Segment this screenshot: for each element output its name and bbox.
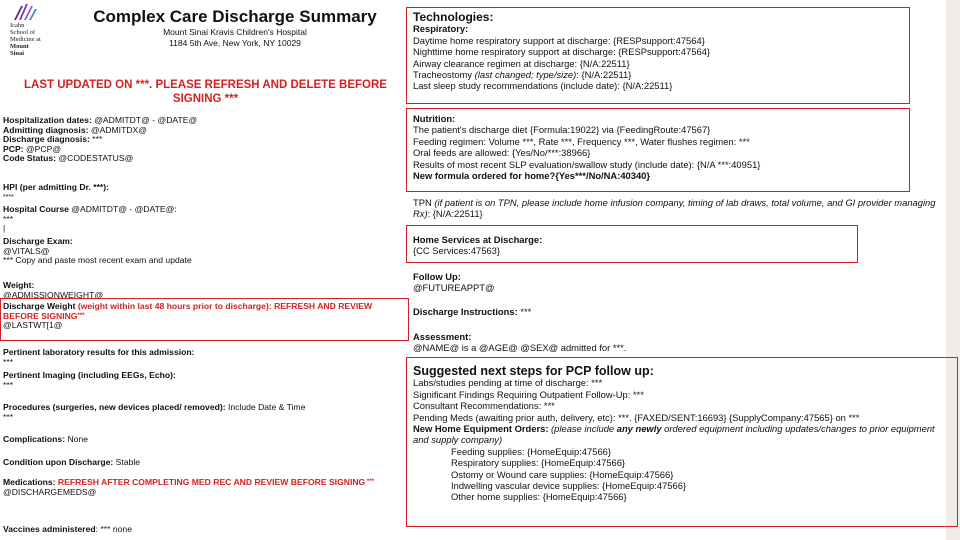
text-line: (weight within last 48 hours prior to discharge): REFRESH AND REVIEW BEFORE SIGNING [3,301,373,321]
text-line: Discharge Instructions: [413,306,518,317]
discharge-instructions-section [413,306,531,317]
text-line: None [65,434,89,444]
text-line: Sinai [10,50,25,57]
supply-item: Respiratory supplies: {HomeEquip:47566} [451,457,626,469]
refresh-warning: LAST UPDATED ON ***. PLEASE REFRESH AND DELETE BEFORE SIGNING *** [24,79,387,105]
text-line: (last changed; type/size) [474,69,577,81]
assessment-section [413,331,626,354]
text-line: any newly [616,423,662,435]
text-line: *** [89,134,103,145]
text-line [3,302,405,321]
supply-item: Other home supplies: {HomeEquip:47566} [451,491,627,503]
text-line: : {N/A:22511} [427,208,483,220]
labs-section [3,348,195,367]
text-line: Medicine at [10,36,41,43]
text-line: Oral feeds are allowed: {Yes/No/***:38966} [413,147,591,159]
text-line: Labs/studies pending at time of discharge: *** [413,377,603,389]
text-line: Tracheostomy [413,69,475,81]
nutrition-section [413,113,760,181]
text-line: *** [77,312,85,319]
text-line: Nutrition: [413,113,456,124]
text-line: Icahn [10,22,25,29]
text-line: Include Date & Time [225,402,306,412]
text-line: Weight: [3,280,35,290]
text-line: *** [3,411,14,422]
text-line: @PCP@ [23,143,62,154]
text-line: PCP: [3,143,24,154]
text-line: Respiratory: [413,23,469,35]
logo-icon [12,3,42,21]
text-line: *** Copy and paste most recent exam and update [3,255,192,266]
supply-item: Feeding supplies: {HomeEquip:47566} [451,445,612,457]
text-line: *** [517,306,532,317]
text-line: The patient's discharge diet {Formula:19022} via {FeedingRoute:47567} [413,124,711,136]
medications-section [3,478,403,497]
hpi-section [3,183,109,202]
text-line [413,69,710,80]
text-line: @NAME@ is a @AGE@ @SEX@ admitted for ***. [413,342,627,354]
code-status [3,154,197,164]
text-line: : *** none [95,524,132,534]
text-line: Discharge diagnosis: [3,134,90,145]
text-line: Daytime home respiratory support at discharge: {RESPsupport:47564} [413,34,705,46]
procedures-section [3,403,305,422]
hospital-info [70,27,400,49]
logo-text [10,22,41,57]
text-line: @ADMISSIONWEIGHT@ [3,289,104,300]
text-line [3,205,177,215]
text-line: Feeding regimen: Volume ***, Rate ***, Frequency ***, Water flushes regimen: *** [413,135,750,147]
text-line: Discharge Exam: [3,236,73,246]
text-line: Mount [10,43,29,50]
text-line: Complications: [3,434,66,444]
text-line: @ADMITDX@ [88,124,147,135]
text-line: New formula ordered for home?{Yes***/No/NA:40340} [413,170,651,182]
text-cursor: | [3,223,6,234]
supply-item: Indwelling vascular device supplies: {HomeEquip:47566} [451,480,687,492]
technologies-section [413,12,710,92]
text-line: Last sleep study recommendations (include date): {N/A:22511} [413,80,673,92]
text-line: ordered equipment including updates/changes to prior equipment and supply company) [413,423,935,446]
home-services-section [413,234,542,257]
text-line: Pending Meds (awaiting prior auth, delivery, etc): ***. {FAXED/SENT:16693} {SupplyCompany:47565} on *** [413,411,860,423]
text-line: REFRESH AFTER COMPLETING MED REC AND REVIEW BEFORE SIGNING [57,477,366,487]
text-line: @LASTWT[1@ [3,320,63,331]
page-title: Complex Care Discharge Summary [93,7,377,26]
text-line: Medications: [3,477,58,487]
supply-item: Ostomy or Wound care supplies: {HomeEquip:47566} [451,468,674,480]
text-line: Pertinent laboratory results for this admission: [3,347,195,357]
text-line: @DISCHARGEMEDS@ [3,486,97,497]
text-line: Significant Findings Requiring Outpatient Follow-Up: *** [413,388,644,400]
vaccines-section [3,525,132,535]
text-line: Assessment: [413,331,472,342]
hospital-course-section [3,205,177,234]
text-line: TPN [413,197,435,208]
text-line: *** [3,356,14,367]
text-line: @FUTUREAPPT@ [413,282,495,294]
text-line: Airway clearance regimen at discharge: {N/A:22511} [413,57,630,69]
complications-section [3,435,88,445]
text-line: **** [3,193,14,201]
icahn-school-logo [8,3,58,63]
condition-section [3,458,140,468]
text-line: @CODESTATUS@ [56,153,134,164]
text-line: Vaccines administered [3,524,96,534]
discharge-exam-section [3,237,192,266]
text-line: Procedures (surgeries, new devices placed/ removed): [3,402,226,412]
text-line: Condition upon Discharge: [3,457,114,467]
text-line: HPI (per admitting Dr. ***): [3,182,109,192]
text-line: (please include [548,423,617,435]
text-line: : {N/A:22511} [576,69,632,81]
text-line: New Home Equipment Orders: [413,423,549,435]
imaging-section [3,371,176,390]
text-line: {CC Services:47563} [413,245,501,257]
text-line: @ADMITDT@ - @DATE@ [91,115,198,125]
hospital-name: Mount Sinai Kravis Children's Hospital [163,27,307,37]
tpn-section [413,197,953,220]
text-line: Code Status: [3,153,56,164]
discharge-weight-section [3,302,405,331]
text-line: Admitting diagnosis: [3,124,89,135]
text-line: Nighttime home respiratory support at discharge: {RESPsupport:47564} [413,46,711,58]
text-line: Hospital Course [3,204,69,214]
text-line: @ADMITDT@ - @DATE@: [68,204,177,214]
text-line [3,403,305,413]
text-line: Home Services at Discharge: [413,234,543,245]
text-line: (if patient is on TPN, please include home infusion company, timing of lab draws, total volume, and GI provider managing Rx) [413,197,936,220]
pcp-followup-heading: Suggested next steps for PCP follow up: [413,364,654,378]
text-line: *** [3,213,14,224]
technologies-heading: Technologies: [413,10,494,24]
follow-up-section [413,271,495,294]
text-line: Results of most recent SLP evaluation/swallow study (include date): {N/A ***:40951} [413,158,761,170]
pcp-followup-section [413,366,949,503]
text-line: Hospitalization dates: [3,115,92,125]
text-line: *** [365,479,374,485]
text-line: Pertinent Imaging (including EEGs, Echo): [3,370,176,380]
text-line: *** [3,379,14,390]
text-line: @VITALS@ [3,245,50,256]
text-line: Follow Up: [413,271,461,282]
text-line: Stable [113,457,141,467]
text-line: School of [10,29,36,36]
text-line: Discharge Weight [3,301,78,311]
text-line [413,423,949,446]
admission-info [3,116,197,164]
text-line: Consultant Recommendations: *** [413,400,555,412]
hospital-address: 1184 5th Ave, New York, NY 10029 [169,38,301,48]
